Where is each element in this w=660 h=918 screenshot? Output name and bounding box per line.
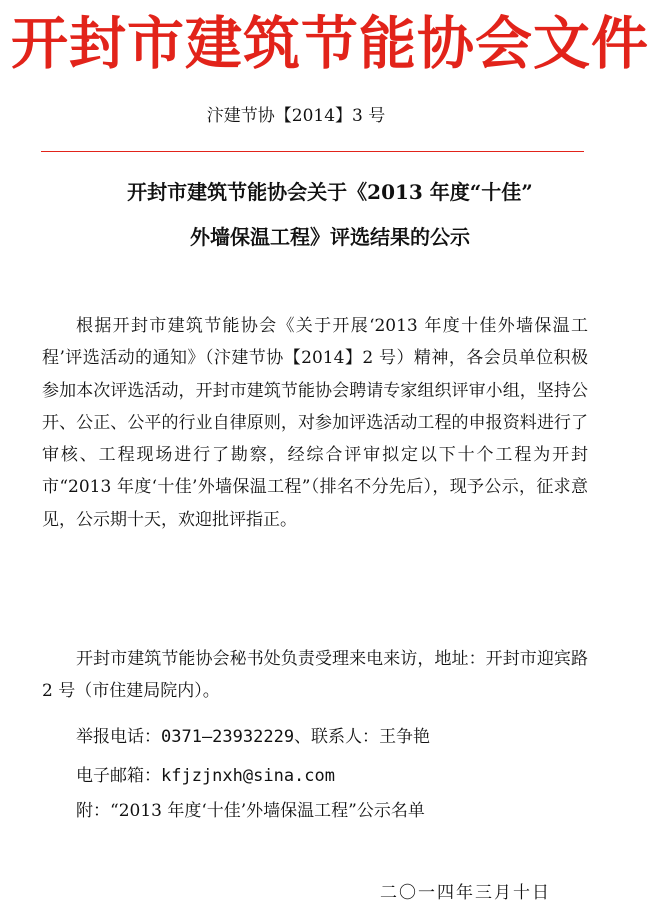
email-label: 电子邮箱： [76,766,161,786]
subject-title-line-2: 外墙保温工程》评选结果的公示 [190,225,470,249]
email-line [76,760,335,792]
subject-title-line-1: 开封市建筑节能协会关于《2013 年度“十佳” [127,180,533,204]
report-phone-line [76,721,430,753]
phone-number: 0371—23932229 [161,727,295,747]
document-number: 汴建节协【2014】3 号 [206,106,386,126]
document-date: 二〇一四年三月十日 [380,883,551,903]
body-paragraph-main: 根据开封市建筑节能协会《关于开展‘2013 年度十佳外墙保温工程’评选活动的通知》（汴建节协【2014】2 号）精神，各会员单位积极参加本次评选活动，开封市建筑节能协会聘请专家组织评审小组，坚持公开、公正、公平的行业自律原则，对参加评选活动工程的申报资料进行了审核、工程现场进行了勘察，经综合评审拟定以下十个工程为开封市“2013 年度‘十佳’外墙保温工程”（排名不分先后），现予公示，征求意见，公示期十天，欢迎批评指正。 [42,316,588,530]
document-header-title: 开封市建筑节能协会文件 [11,10,649,77]
email-address: kfjzjnxh@sina.com [161,766,335,786]
attachment-line: 附：“2013 年度‘十佳’外墙保温工程”公示名单 [76,801,425,821]
body-paragraph-address: 开封市建筑节能协会秘书处负责受理来电来访，地址：开封市迎宾路 2 号（市住建局院内）。 [42,649,588,702]
red-divider [41,151,584,152]
phone-label: 举报电话： [76,727,161,747]
contact-person: 王争艳 [379,727,431,747]
contact-label: 、联系人： [294,727,380,747]
